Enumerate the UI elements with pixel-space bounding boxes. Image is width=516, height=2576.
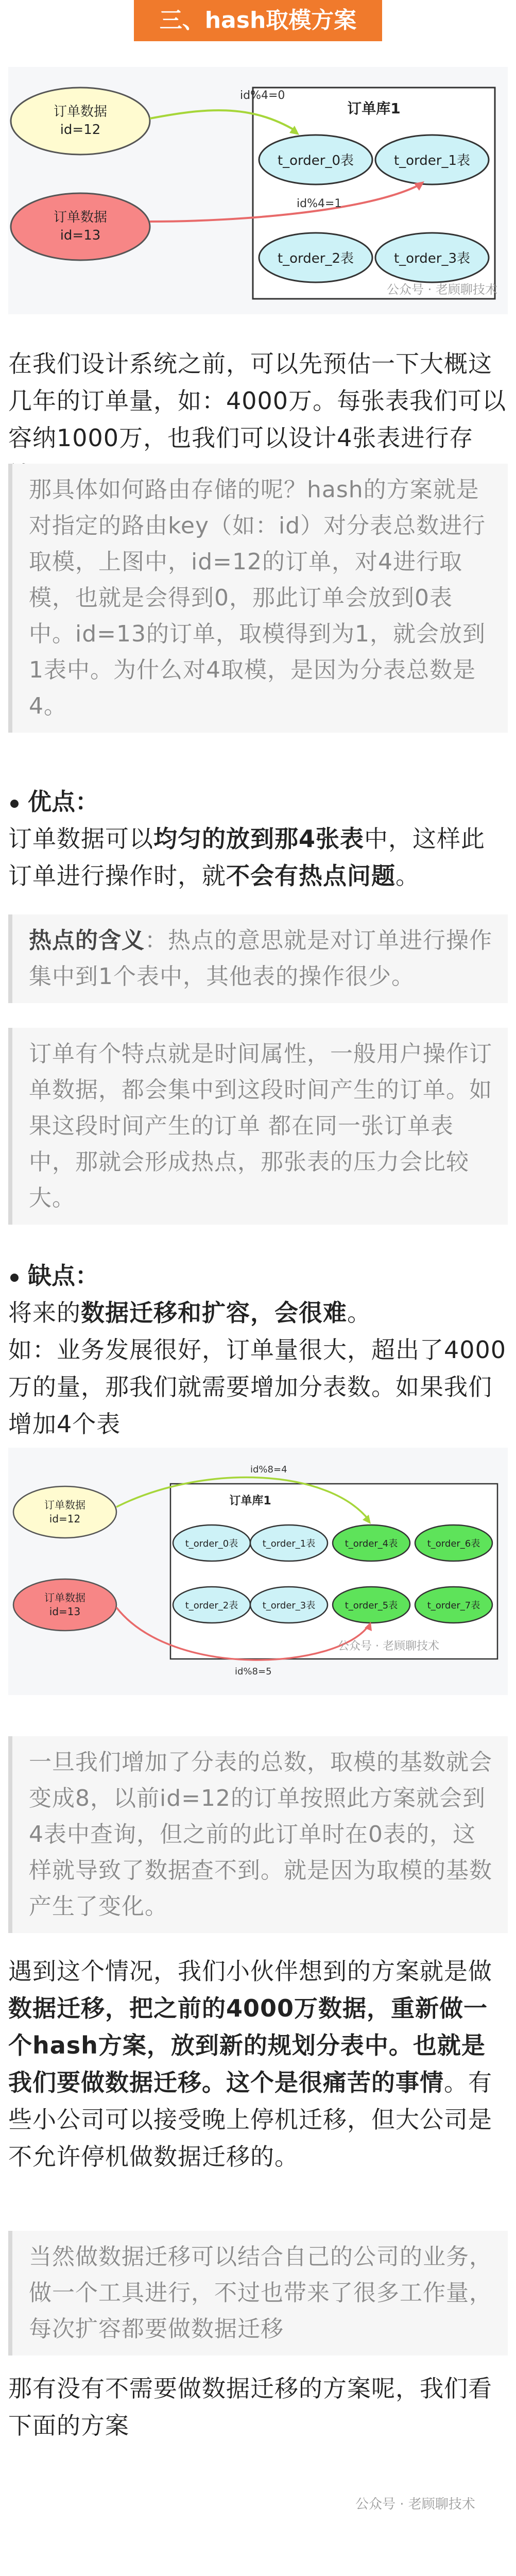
order-data-node-b: [13, 1579, 116, 1631]
database-label: 订单库1: [229, 1495, 271, 1507]
order-data-a-line2: id=12: [60, 122, 101, 138]
table-label-0: t_order_0表: [277, 153, 354, 168]
table-label-7: t_order_7表: [427, 1600, 480, 1611]
table-label-2: t_order_2表: [277, 251, 354, 266]
pros-text-1: 订单数据可以: [8, 825, 153, 853]
pros-label: 优点：: [28, 788, 99, 816]
table-label-3: t_order_3表: [262, 1600, 316, 1611]
table-label-0: t_order_0表: [185, 1538, 238, 1549]
cons-heading: [10, 1257, 505, 1294]
paragraph-next-scheme: 那有没有不需要做数据迁移的方案呢，我们看下面的方案: [8, 2375, 492, 2439]
order-data-b-line1: 订单数据: [44, 1591, 85, 1604]
database-box: [170, 1484, 497, 1659]
route-label-a: id%4=0: [240, 89, 285, 102]
watermark: 公众号 · 老顾聊技术: [387, 282, 497, 297]
bottom-watermark: 公众号 · 老顾聊技术: [355, 2497, 475, 2512]
hotspot-term: 热点的含义: [29, 927, 145, 954]
table-label-6: t_order_6表: [427, 1538, 480, 1549]
quote-routing: 那具体如何路由存储的呢？hash的方案就是对指定的路由key（如：id）对分表总数进行取模，上图中，id=12的订单，对4进行取模，也就是会得到0，那此订单会放到0表中。id=13的订单，取模得到为1，就会放到1表中。为什么对4取模，是因为分表总数是4。: [8, 464, 508, 733]
cons-label: 缺点：: [28, 1262, 99, 1290]
migration-bold: 数据迁移，把之前的4000万数据，重新做一个hash方案，放到新的规划分表中。也就是我们要做数据迁移。这个是很痛苦的事情: [8, 1994, 488, 2096]
watermark: 公众号 · 老顾聊技术: [338, 1640, 439, 1653]
pros-bold-1: 均匀的放到那4张表: [153, 825, 365, 853]
order-data-b-line2: id=13: [49, 1605, 81, 1618]
quote-hotspot: [8, 914, 508, 1003]
order-data-a-line1: 订单数据: [53, 104, 108, 120]
order-data-a-line1: 订单数据: [44, 1499, 85, 1511]
cons-bold-1: 数据迁移和扩容，会很难: [81, 1299, 347, 1327]
paragraph-expansion: 如：业务发展很好，订单量很大，超出了4000万的量，那我们就需要增加分表数。如果我们增加4个表: [8, 1336, 507, 1438]
section-title: 三、hash取模方案: [134, 0, 382, 41]
pros-paragraph: [8, 820, 508, 894]
order-data-b-line1: 订单数据: [53, 210, 108, 225]
hotspot-definition: ：热点的意思就是对订单进行操作集中到1个表中，其他表的操作很少。: [29, 927, 492, 990]
quote-modulo-change: 一旦我们增加了分表的总数，取模的基数就会变成8，以前id=12的订单按照此方案就会到4表中查询，但之前的此订单时在0表的，这样就导致了数据查不到。就是因为取模的基数产生了变化。: [8, 1736, 508, 1933]
cons-text-1: 将来的: [8, 1299, 81, 1327]
bullet-dot: [10, 800, 19, 808]
bullet-dot: [10, 1274, 19, 1282]
migration-text-1: 遇到这个情况，我们小伙伴想到的方案就是做: [8, 1957, 492, 1985]
table-label-5: t_order_5表: [345, 1600, 398, 1611]
paragraph-migration: [8, 1953, 508, 2175]
order-data-a-line2: id=12: [49, 1513, 81, 1525]
order-data-node-b: [11, 193, 150, 260]
route-label-b: id%4=1: [297, 197, 342, 210]
quote-migration-tool: 当然做数据迁移可以结合自己的公司的业务，做一个工具进行，不过也带来了很多工作量，每次扩容都要做数据迁移: [8, 2231, 508, 2355]
table-label-4: t_order_4表: [345, 1538, 398, 1549]
cons-paragraph: [8, 1294, 508, 1331]
order-data-node-a: [13, 1486, 116, 1538]
pros-text-2: 中，这样此订单进行操作时，就: [8, 825, 486, 890]
table-label-2: t_order_2表: [185, 1600, 238, 1611]
table-label-3: t_order_3表: [393, 251, 471, 266]
hash-expansion-diagram: [8, 1448, 508, 1695]
pros-heading: [10, 783, 505, 820]
migration-text-2: 。有些小公司可以接受晚上停机迁移，但大公司是不允许停机做数据迁移的。: [8, 2069, 492, 2171]
table-label-1: t_order_1表: [262, 1538, 316, 1549]
order-data-node-a: [11, 88, 150, 155]
route-label-b: id%8=5: [235, 1666, 272, 1677]
quote-time-attribute: 订单有个特点就是时间属性，一般用户操作订单数据，都会集中到这段时间产生的订单。如果这段时间产生的订单 都在同一张订单表中，那就会形成热点，那张表的压力会比较大。: [8, 1028, 508, 1225]
order-data-b-line2: id=13: [60, 228, 101, 243]
paragraph-estimate: 在我们设计系统之前，可以先预估一下大概这几年的订单量，如：4000万。每张表我们可以容纳1000万，也我们可以设计4张表进行存: [8, 350, 507, 452]
pros-bold-2: 不会有热点问题: [226, 862, 395, 890]
route-label-a: id%8=4: [250, 1464, 287, 1475]
hash-routing-diagram: [8, 67, 508, 314]
pros-text-3: 。: [395, 862, 420, 890]
database-label: 订单库1: [347, 100, 401, 117]
table-label-1: t_order_1表: [393, 153, 471, 168]
cons-text-2: 。: [347, 1299, 371, 1327]
